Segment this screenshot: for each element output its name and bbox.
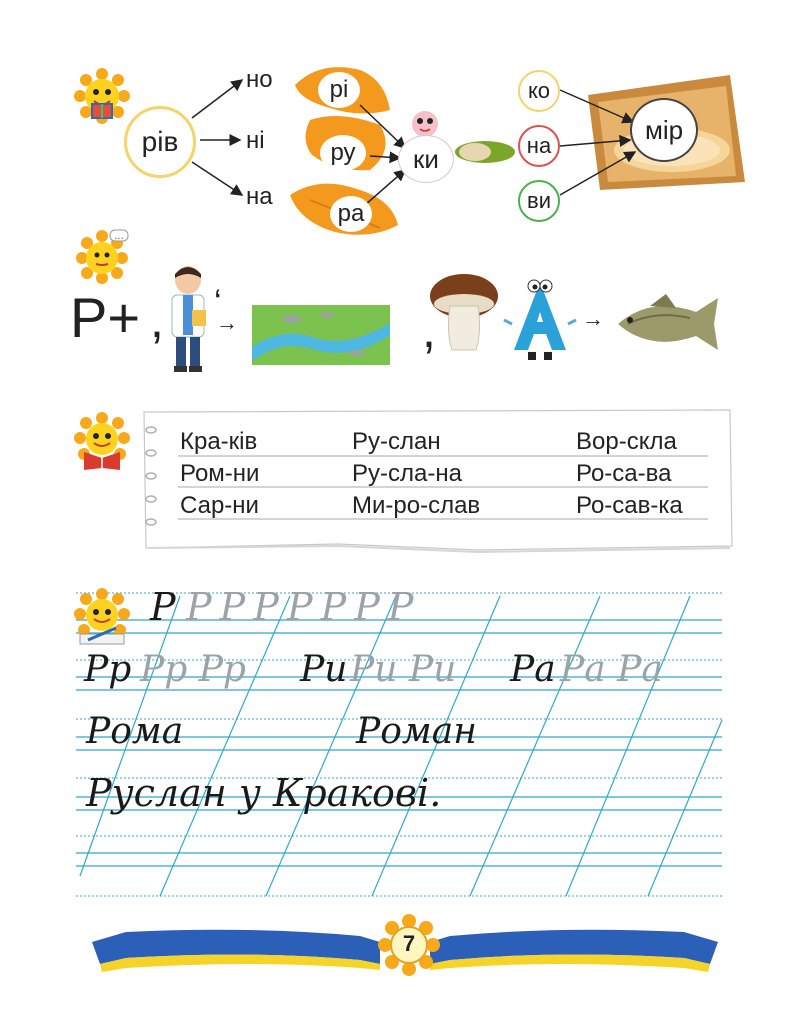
cursive-word: Рома bbox=[86, 711, 184, 752]
rebus-prefix: Р+ bbox=[70, 286, 141, 349]
cursive-trace-letters: Р Р Р Р Р Р Р bbox=[186, 585, 412, 629]
prefix-syllable: ви bbox=[518, 180, 560, 222]
syllable-root: рів bbox=[124, 106, 196, 178]
cursive-trace-pair: Рр Рр bbox=[140, 649, 246, 690]
syllable-word: Кра-ків bbox=[180, 428, 258, 455]
syllable-word: Ми-ро-слав bbox=[352, 492, 481, 519]
syllable-word: Вор-скла bbox=[576, 428, 677, 455]
prefix-syllable: на bbox=[518, 125, 560, 167]
branch-syllable: на bbox=[246, 183, 273, 210]
rebus-apostrophe: ‘ bbox=[214, 283, 222, 321]
syllable-word: Ро-са-ва bbox=[576, 460, 672, 487]
rebus-comma: , bbox=[422, 302, 436, 358]
pizza-target-syllable: мір bbox=[630, 98, 698, 162]
cursive-trace-pair: Ра Ра bbox=[560, 649, 663, 690]
cursive-word: Роман bbox=[356, 711, 477, 752]
cursive-model-pair: Рр bbox=[84, 649, 132, 690]
rebus-arrow: → bbox=[216, 310, 238, 335]
syllable-word: Ро-сав-ка bbox=[576, 492, 683, 519]
prefix-syllable: ко bbox=[518, 70, 560, 112]
syllable-word: Ром-ни bbox=[180, 460, 260, 487]
cursive-trace-pair: Ри Ри bbox=[350, 649, 457, 690]
target-syllable: ки bbox=[398, 135, 454, 183]
leaf-syllable: ра bbox=[330, 196, 372, 232]
syllable-word: Сар-ни bbox=[180, 492, 259, 519]
cursive-model-pair: Ра bbox=[510, 649, 556, 690]
syllable-word: Ру-слан bbox=[352, 428, 441, 455]
cursive-model-pair: Ри bbox=[300, 649, 348, 690]
svg-text:...: ... bbox=[114, 231, 124, 242]
leaf-syllable: рі bbox=[318, 72, 360, 108]
cursive-sentence: Руслан у Кракові. bbox=[86, 771, 442, 815]
rebus-comma: , bbox=[150, 292, 164, 348]
page-number: 7 bbox=[402, 931, 416, 956]
sunflower-writing-icon bbox=[74, 588, 130, 646]
cursive-model-letter: Р bbox=[150, 585, 176, 629]
branch-syllable: ні bbox=[246, 127, 265, 154]
syllable-word: Ру-сла-на bbox=[352, 460, 462, 487]
rebus-arrow: → bbox=[582, 306, 604, 331]
branch-syllable: но bbox=[246, 66, 273, 93]
leaf-syllable: ру bbox=[320, 135, 366, 171]
